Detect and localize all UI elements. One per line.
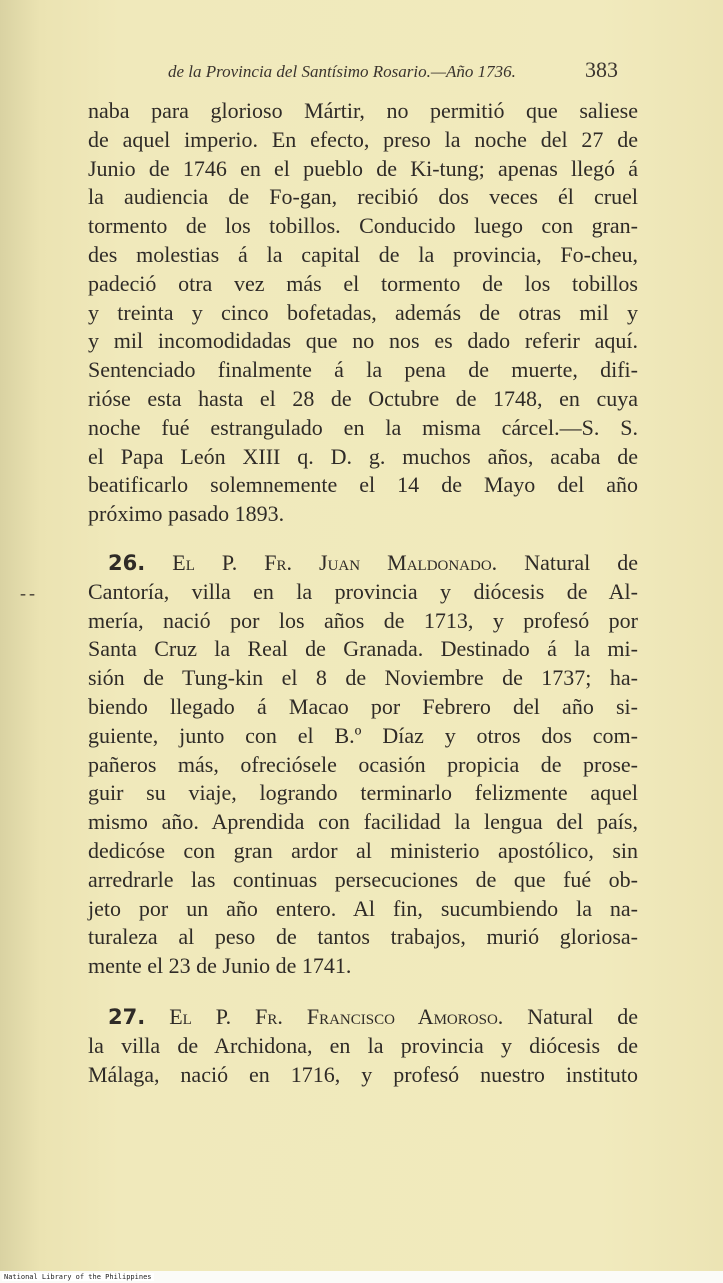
running-head <box>168 58 618 88</box>
text-line: Málaga, nació en 1716, y profesó nuestro instituto <box>88 1061 638 1087</box>
text-line: naba para glorioso Mártir, no permitió que saliese <box>88 98 638 123</box>
text-line: rióse esta hasta el 28 de Octubre de 1748, en cuya <box>88 385 638 411</box>
text-line: la audiencia de Fo-gan, recibió dos veces él cruel <box>88 184 638 210</box>
text-line: Cantoría, villa en la provincia y diócesis de Al- <box>88 578 638 604</box>
text-line: padeció otra vez más el tormento de los tobillos <box>88 270 638 296</box>
text-line: pañeros más, ofreciósele ocasión propicia de prose- <box>88 751 638 777</box>
text-line: tormento de los tobillos. Conducido luego con gran- <box>88 213 638 239</box>
text-line: turaleza al peso de tantos trabajos, murió gloriosa- <box>88 924 638 950</box>
text-line: jeto por un año entero. Al fin, sucumbiendo la na- <box>88 895 638 921</box>
margin-mark: -- <box>20 583 38 603</box>
entry-first-line-rest: Natural de <box>524 550 639 575</box>
text-line: Junio de 1746 en el pueblo de Ki-tung; apenas llegó á <box>88 155 638 181</box>
entry-name: Juan Maldonado. <box>319 550 498 575</box>
text-line: de aquel imperio. En efecto, preso la noche del 27 de <box>88 126 638 152</box>
entry-26 <box>88 549 638 981</box>
text-line: el Papa León XIII q. D. g. muchos años, acaba de <box>88 443 638 469</box>
text-line: la villa de Archidona, en la provincia y diócesis de <box>88 1032 638 1058</box>
text-line: dedicóse con gran ardor al ministerio apostólico, sin <box>88 837 638 863</box>
text-line: arredrarle las continuas persecuciones de que fué ob- <box>88 866 638 892</box>
entry-27 <box>88 1003 638 1089</box>
text-line: Sentenciado finalmente á la pena de muerte, difi- <box>88 357 638 383</box>
text-line: próximo pasado 1893. <box>88 501 285 527</box>
entry-number: 27. <box>108 1005 146 1029</box>
entry-prefix: El P. Fr. <box>169 1004 283 1029</box>
text-line: sión de Tung-kin el 8 de Noviembre de 1737; ha- <box>88 665 638 691</box>
text-line: biendo llegado á Macao por Febrero del año si- <box>88 693 638 719</box>
entry-first-line-rest: Natural de <box>527 1004 639 1029</box>
text-line: des molestias á la capital de la provincia, Fo-cheu, <box>88 241 638 267</box>
text-line: y mil incomodidadas que no nos es dado referir aquí. <box>88 328 638 354</box>
text-line: guiente, junto con el B.º Díaz y otros dos com- <box>88 722 638 748</box>
entry-heading-line <box>88 549 638 578</box>
entry-heading-line <box>88 1003 638 1032</box>
entry-number: 26. <box>108 551 146 575</box>
text-line: noche fué estrangulado en la misma cárcel.—S. S. <box>88 414 638 440</box>
footer-credit: National Library of the Philippines <box>4 1273 152 1281</box>
entry-name: Francisco Amoroso. <box>306 1004 504 1029</box>
paragraph-1 <box>88 97 638 529</box>
text-line: guir su viaje, logrando terminarlo felizmente aquel <box>88 780 638 806</box>
running-title: de la Provincia del Santísimo Rosario.—Año 1736. <box>168 62 516 81</box>
entry-prefix: El P. Fr. <box>172 550 292 575</box>
text-line: y treinta y cinco bofetadas, además de otras mil y <box>88 299 638 325</box>
text-line: Santa Cruz la Real de Granada. Destinado á la mi- <box>88 636 638 662</box>
text-line: mería, nació por los años de 1713, y profesó por <box>88 607 638 633</box>
page-number: 383 <box>585 57 618 82</box>
text-line: beatificarlo solemnemente el 14 de Mayo del año <box>88 472 638 498</box>
text-line: mente el 23 de Junio de 1741. <box>88 953 352 979</box>
text-line: mismo año. Aprendida con facilidad la lengua del país, <box>88 809 638 835</box>
